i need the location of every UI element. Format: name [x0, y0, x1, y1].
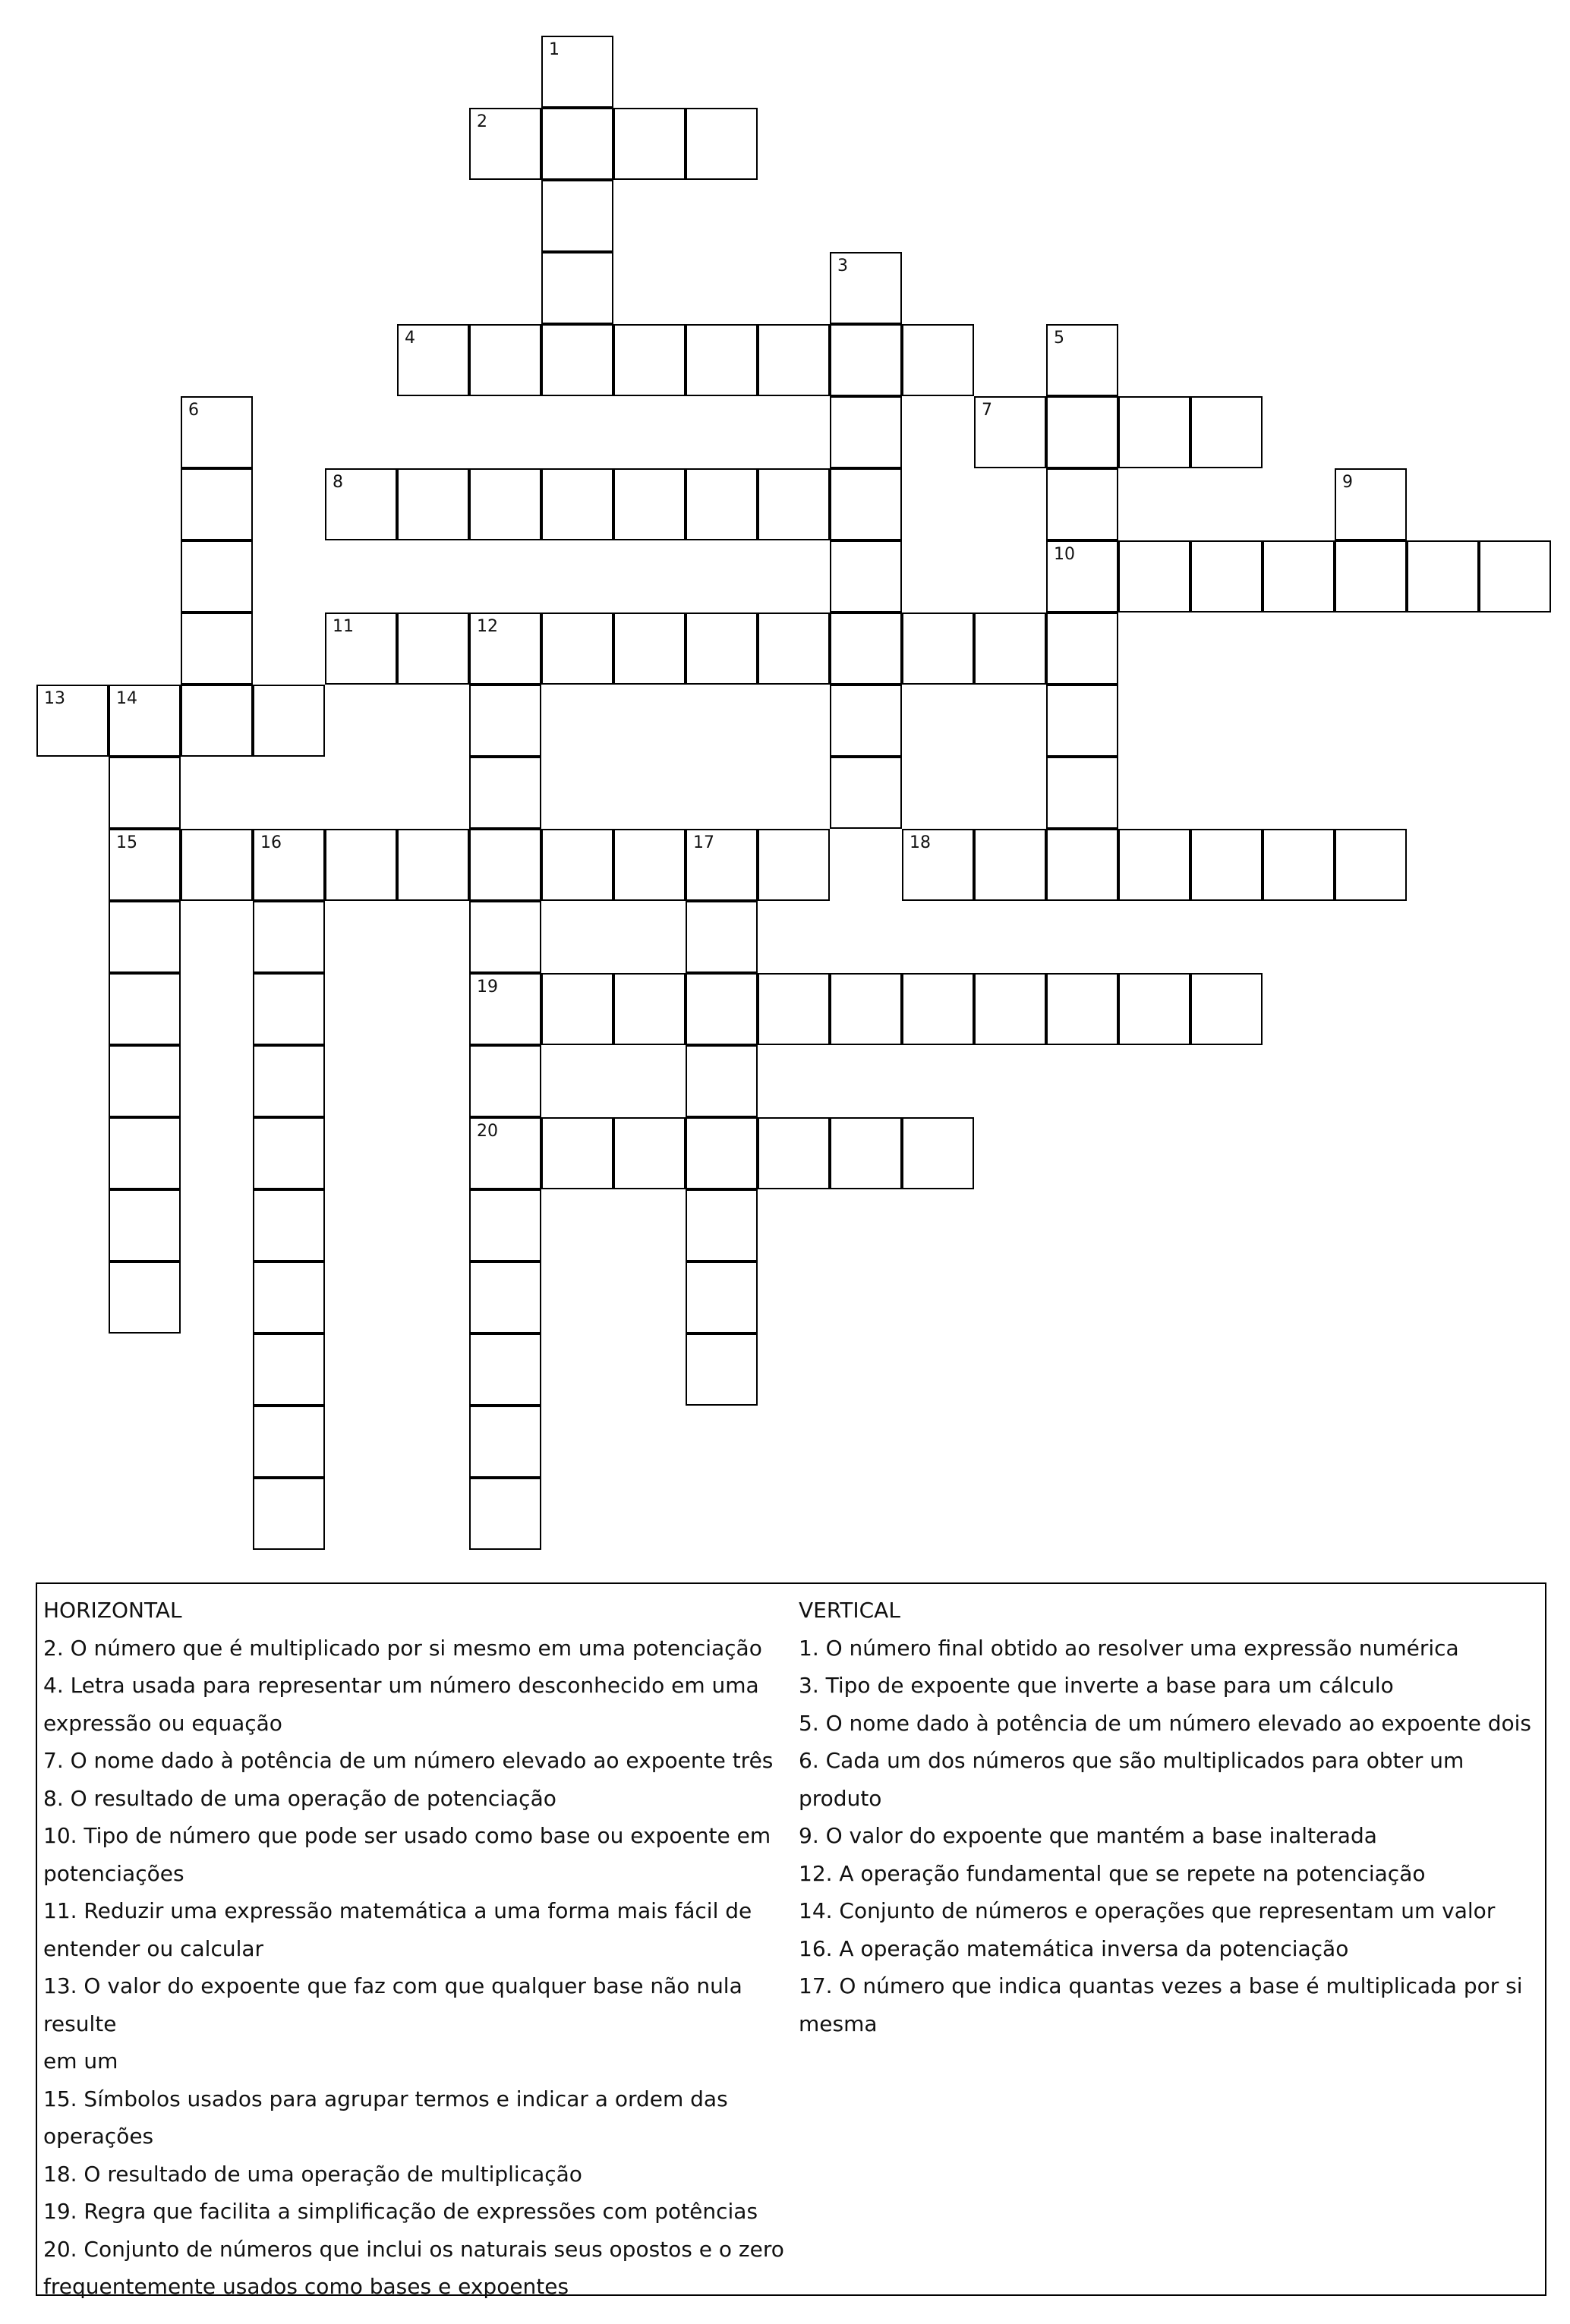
crossword-cell[interactable] [686, 901, 758, 973]
crossword-cell[interactable] [613, 1117, 686, 1189]
crossword-cell[interactable] [181, 685, 253, 757]
crossword-cell[interactable] [469, 1045, 541, 1117]
crossword-cell[interactable] [1190, 540, 1263, 612]
crossword-cell[interactable] [469, 973, 541, 1045]
crossword-cell[interactable] [686, 1045, 758, 1117]
clue-line: potenciações [43, 1860, 184, 1886]
crossword-cell[interactable] [830, 540, 902, 612]
crossword-cell[interactable] [686, 324, 758, 396]
crossword-cell[interactable] [613, 829, 686, 901]
crossword-cell[interactable] [109, 1045, 181, 1117]
crossword-cell[interactable] [758, 1117, 830, 1189]
crossword-cell[interactable] [686, 1261, 758, 1334]
horizontal-clue-list [43, 1630, 802, 2306]
vertical-heading: VERTICAL [799, 1598, 900, 1623]
clue-line: mesma [799, 2011, 878, 2036]
clue-line: 6. Cada um dos números que são multiplicados para obter um produto [799, 1748, 1464, 1811]
crossword-cell[interactable] [469, 901, 541, 973]
crossword-cell[interactable] [181, 612, 253, 685]
crossword-cell[interactable] [469, 829, 541, 901]
crossword-cell[interactable] [181, 540, 253, 612]
vertical-clue-list [799, 1630, 1543, 2043]
crossword-cell[interactable] [902, 973, 974, 1045]
crossword-cell[interactable] [253, 685, 325, 757]
crossword-cell[interactable] [469, 1189, 541, 1261]
crossword-cell[interactable] [1046, 757, 1118, 829]
crossword-cell[interactable] [325, 468, 397, 540]
clues-box [36, 1582, 1546, 2299]
crossword-cell[interactable] [181, 829, 253, 901]
clue-number: 4 [405, 329, 415, 348]
crossword-cell[interactable] [469, 1334, 541, 1406]
crossword-cell[interactable] [541, 612, 613, 685]
clue-line: 5. O nome dado à potência de um número elevado ao expoente dois [799, 1710, 1531, 1736]
crossword-cell[interactable] [1190, 973, 1263, 1045]
crossword-cell[interactable] [1046, 540, 1118, 612]
crossword-cell[interactable] [1118, 973, 1190, 1045]
crossword-cell[interactable] [325, 829, 397, 901]
crossword-cell[interactable] [541, 180, 613, 252]
clue-number: 11 [333, 617, 354, 636]
crossword-cell[interactable] [469, 685, 541, 757]
clue-line: 16. A operação matemática inversa da potenciação [799, 1935, 1349, 1961]
clue-line: em um [43, 2048, 118, 2074]
crossword-cell[interactable] [1118, 540, 1190, 612]
crossword-cell[interactable] [253, 1261, 325, 1334]
clue-number: 15 [116, 833, 137, 852]
clue-line: entender ou calcular [43, 1935, 264, 1961]
crossword-cell[interactable] [613, 612, 686, 685]
clue-line: 19. Regra que facilita a simplificação de expressões com potências [43, 2199, 758, 2224]
clue-line: 18. O resultado de uma operação de multiplicação [43, 2161, 582, 2187]
crossword-cell[interactable] [974, 829, 1046, 901]
crossword-cell[interactable] [1335, 468, 1407, 540]
crossword-cell[interactable] [613, 468, 686, 540]
clue-number: 18 [910, 833, 931, 852]
crossword-cell[interactable] [181, 396, 253, 468]
crossword-cell[interactable] [469, 1117, 541, 1189]
clue-line: 9. O valor do expoente que mantém a base inalterada [799, 1823, 1377, 1848]
clue-line: 10. Tipo de número que pode ser usado como base ou expoente em [43, 1823, 771, 1848]
crossword-cell[interactable] [253, 973, 325, 1045]
crossword-cell[interactable] [613, 324, 686, 396]
crossword-cell[interactable] [109, 757, 181, 829]
clue-number: 7 [982, 401, 992, 420]
clue-line: expressão ou equação [43, 1710, 282, 1736]
crossword-cell[interactable] [1335, 540, 1407, 612]
crossword-cell[interactable] [1335, 829, 1407, 901]
crossword-cell[interactable] [36, 685, 109, 757]
vertical-clues [799, 1592, 1543, 2042]
clue-number: 16 [260, 833, 282, 852]
crossword-cell[interactable] [253, 829, 325, 901]
crossword-cell[interactable] [1046, 973, 1118, 1045]
crossword-cell[interactable] [541, 829, 613, 901]
clue-line: 12. A operação fundamental que se repete na potenciação [799, 1860, 1426, 1886]
crossword-cell[interactable] [686, 612, 758, 685]
crossword-cell[interactable] [974, 973, 1046, 1045]
crossword-cell[interactable] [253, 1117, 325, 1189]
clue-line: 15. Símbolos usados para agrupar termos e indicar a ordem das [43, 2086, 728, 2111]
clue-number: 12 [477, 617, 498, 636]
crossword-cell[interactable] [758, 612, 830, 685]
crossword-cell[interactable] [758, 324, 830, 396]
crossword-cell[interactable] [1046, 685, 1118, 757]
crossword-cell[interactable] [1190, 829, 1263, 901]
crossword-cell[interactable] [686, 1117, 758, 1189]
crossword-cell[interactable] [686, 468, 758, 540]
crossword-cell[interactable] [758, 468, 830, 540]
crossword-cell[interactable] [253, 1189, 325, 1261]
crossword-cell[interactable] [397, 468, 469, 540]
crossword-cell[interactable] [397, 829, 469, 901]
crossword-cell[interactable] [397, 324, 469, 396]
crossword-cell[interactable] [541, 252, 613, 324]
crossword-cell[interactable] [902, 612, 974, 685]
clue-line: 1. O número final obtido ao resolver uma expressão numérica [799, 1635, 1459, 1661]
crossword-cell[interactable] [181, 468, 253, 540]
crossword-cell[interactable] [469, 324, 541, 396]
clue-number: 17 [693, 833, 714, 852]
crossword-cell[interactable] [1190, 396, 1263, 468]
crossword-cell[interactable] [253, 1334, 325, 1406]
crossword-cell[interactable] [1263, 540, 1335, 612]
horizontal-heading: HORIZONTAL [43, 1598, 182, 1623]
crossword-cell[interactable] [541, 1117, 613, 1189]
clue-line: 8. O resultado de uma operação de potenciação [43, 1785, 556, 1811]
crossword-cell[interactable] [974, 612, 1046, 685]
crossword-cell[interactable] [902, 829, 974, 901]
crossword-cell[interactable] [1263, 829, 1335, 901]
clue-number: 14 [116, 689, 137, 708]
crossword-cell[interactable] [253, 901, 325, 973]
crossword-cell[interactable] [469, 468, 541, 540]
crossword-cell[interactable] [469, 757, 541, 829]
clue-line: 7. O nome dado à potência de um número elevado ao expoente três [43, 1748, 774, 1773]
crossword-cell[interactable] [830, 685, 902, 757]
crossword-cell[interactable] [830, 324, 902, 396]
crossword-cell[interactable] [109, 973, 181, 1045]
clue-number: 10 [1054, 545, 1075, 564]
crossword-cell[interactable] [830, 612, 902, 685]
crossword-cell[interactable] [974, 396, 1046, 468]
crossword-cell[interactable] [469, 108, 541, 180]
clue-line: 17. O número que indica quantas vezes a base é multiplicada por si [799, 1973, 1523, 1998]
clue-number: 13 [44, 689, 65, 708]
crossword-cell[interactable] [758, 973, 830, 1045]
crossword-cell[interactable] [469, 612, 541, 685]
clue-number: 1 [549, 40, 560, 59]
clue-number: 6 [188, 401, 199, 420]
clue-line: 13. O valor do expoente que faz com que qualquer base não nula resulte [43, 1973, 742, 2036]
clue-line: 20. Conjunto de números que inclui os naturais seus opostos e o zero [43, 2236, 784, 2262]
crossword-cell[interactable] [109, 1189, 181, 1261]
clue-line: 3. Tipo de expoente que inverte a base para um cálculo [799, 1673, 1394, 1698]
crossword-cell[interactable] [686, 1189, 758, 1261]
crossword-cell[interactable] [1046, 324, 1118, 396]
horizontal-clues [43, 1592, 802, 2306]
crossword-cell[interactable] [325, 612, 397, 685]
crossword-cell[interactable] [541, 468, 613, 540]
crossword-cell[interactable] [830, 252, 902, 324]
clue-line: 2. O número que é multiplicado por si mesmo em uma potenciação [43, 1635, 762, 1661]
crossword-cell[interactable] [109, 1117, 181, 1189]
clue-number: 8 [333, 473, 343, 492]
crossword-cell[interactable] [830, 396, 902, 468]
crossword-cell[interactable] [253, 1478, 325, 1550]
crossword-cell[interactable] [541, 324, 613, 396]
crossword-cell[interactable] [686, 973, 758, 1045]
clue-line: operações [43, 2124, 154, 2149]
crossword-cell[interactable] [1046, 468, 1118, 540]
clue-line: 11. Reduzir uma expressão matemática a uma forma mais fácil de [43, 1898, 752, 1923]
clue-number: 9 [1342, 473, 1353, 492]
clue-number: 5 [1054, 329, 1064, 348]
clue-number: 20 [477, 1122, 498, 1141]
crossword-cell[interactable] [109, 1261, 181, 1334]
crossword-cell[interactable] [541, 36, 613, 108]
crossword-cell[interactable] [469, 1478, 541, 1550]
crossword-cell[interactable] [1046, 829, 1118, 901]
crossword-cell[interactable] [1046, 612, 1118, 685]
crossword-cell[interactable] [541, 108, 613, 180]
crossword-cell[interactable] [686, 1334, 758, 1406]
crossword-cell[interactable] [253, 1406, 325, 1478]
crossword-cell[interactable] [1118, 829, 1190, 901]
crossword-cell[interactable] [902, 324, 974, 396]
crossword-cell[interactable] [902, 1117, 974, 1189]
crossword-cell[interactable] [109, 685, 181, 757]
crossword-cell[interactable] [613, 973, 686, 1045]
crossword-cell[interactable] [397, 612, 469, 685]
crossword-cell[interactable] [1046, 396, 1118, 468]
clue-line: 14. Conjunto de números e operações que representam um valor [799, 1898, 1496, 1923]
crossword-cell[interactable] [109, 829, 181, 901]
crossword-cell[interactable] [830, 973, 902, 1045]
crossword-cell[interactable] [830, 1117, 902, 1189]
crossword-cell[interactable] [830, 468, 902, 540]
crossword-cell[interactable] [1407, 540, 1479, 612]
crossword-cell[interactable] [1479, 540, 1551, 612]
crossword-cell[interactable] [830, 757, 902, 829]
crossword-cell[interactable] [109, 901, 181, 973]
clue-number: 2 [477, 112, 487, 131]
crossword-cell[interactable] [253, 1045, 325, 1117]
crossword-cell[interactable] [758, 829, 830, 901]
clue-line: 4. Letra usada para representar um número desconhecido em uma [43, 1673, 759, 1698]
clue-line: frequentemente usados como bases e expoentes [43, 2274, 569, 2299]
crossword-cell[interactable] [469, 1261, 541, 1334]
crossword-cell[interactable] [686, 108, 758, 180]
crossword-cell[interactable] [686, 829, 758, 901]
crossword-cell[interactable] [541, 973, 613, 1045]
crossword-cell[interactable] [469, 1406, 541, 1478]
clue-number: 3 [837, 257, 848, 276]
crossword-cell[interactable] [613, 108, 686, 180]
clue-number: 19 [477, 978, 498, 997]
crossword-cell[interactable] [1118, 396, 1190, 468]
